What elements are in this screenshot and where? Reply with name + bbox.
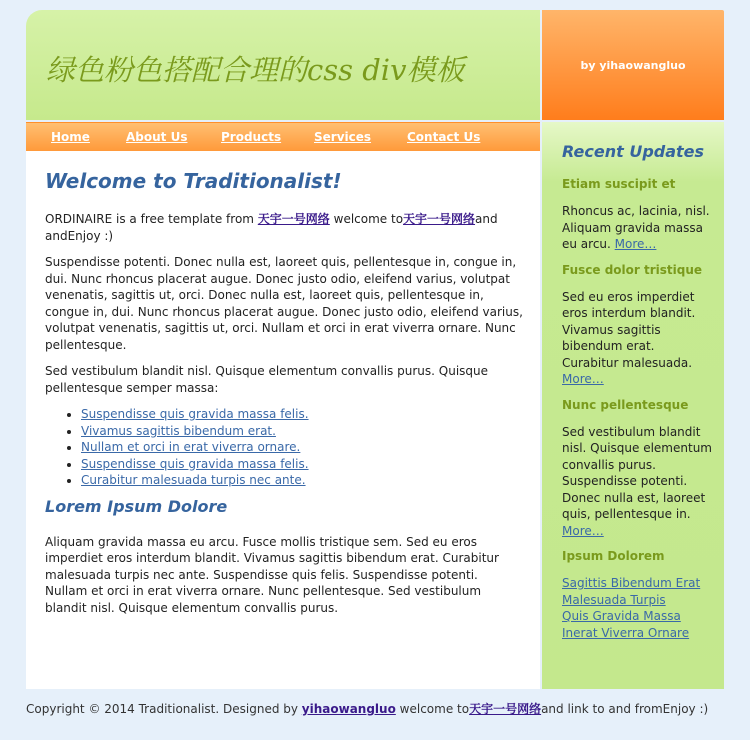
site-header (26, 10, 540, 120)
update-body: Rhoncus ac, lacinia, nisl. Aliquam gravida massa eu arcu. (562, 204, 710, 251)
update-body: Sed eu eros imperdiet eros interdum blandit. Vivamus sagittis bibendum erat. Curabitur malesuada. (562, 289, 696, 370)
sidebar-heading: Recent Updates (562, 142, 705, 161)
sidebar-links (562, 575, 712, 641)
update-title: Nunc pellentesque (562, 397, 689, 412)
update-title: Etiam suscipit et (562, 177, 676, 191)
sidebar-link[interactable]: Malesuada Turpis (562, 592, 666, 607)
list-item (81, 406, 523, 423)
main-content (26, 151, 540, 689)
author-banner (542, 10, 724, 120)
footer-text-1: Copyright © 2014 Traditionalist. Designed by (26, 702, 302, 716)
author-label: by yihaowangluo (580, 58, 686, 72)
sidebar (542, 122, 724, 689)
body-paragraph-1: Suspendisse potenti. Donec nulla est, laoreet quis, pellentesque in, congue in, dui. Nunc rhoncus placerat augue. Donec justo odio, eleifend varius, volutpat venenatis, sagittis ut, orci. Donec nulla est, laoreet quis, pellentesque in, congue in, dui. Nunc rhoncus placerat augue. Donec justo odio, eleifend varius, volutpat venenatis, sagittis ut, orci. Nullam et orci in erat viverra ornare. Nunc pellentesque. (45, 255, 523, 352)
update-text (562, 424, 712, 540)
links-title: Ipsum Dolorem (562, 549, 665, 563)
site-title: 绿色粉色搭配合理的css div模板 (46, 53, 465, 87)
list-link[interactable]: Suspendisse quis gravida massa felis. (81, 456, 309, 471)
body-paragraph-2: Sed vestibulum blandit nisl. Quisque elementum convallis purus. Quisque pellentesque semper massa: (45, 364, 489, 395)
more-link[interactable]: More… (562, 372, 604, 386)
footer (26, 700, 726, 717)
nav-services[interactable]: Services (314, 130, 372, 144)
sidebar-link[interactable]: Sagittis Bibendum Erat (562, 576, 701, 590)
list-link[interactable]: Suspendisse quis gravida massa felis. (81, 407, 309, 421)
list-item (81, 423, 523, 440)
nav-home[interactable]: Home (51, 130, 90, 144)
update-title: Fusce dolor tristique (562, 262, 703, 277)
nav-products[interactable]: Products (221, 130, 282, 144)
intro-link-2[interactable]: 天宇一号网络 (403, 212, 476, 226)
list-item (81, 472, 523, 489)
nav-about-us[interactable]: About Us (126, 130, 188, 144)
footer-text-3: and link to and fromEnjoy :) (541, 702, 709, 716)
intro-text-2: welcome to (329, 212, 404, 226)
update-text (562, 289, 712, 388)
list-link[interactable]: Nullam et orci in erat viverra ornare. (81, 440, 301, 454)
more-link[interactable]: More… (562, 523, 604, 538)
footer-designer-link[interactable]: yihaowangluo (301, 702, 396, 716)
intro-text-1: ORDINAIRE is a free template from (45, 212, 258, 226)
intro-paragraph (45, 211, 523, 244)
footer-site-link[interactable]: 天宇一号网络 (469, 702, 542, 716)
sidebar-link[interactable]: Inerat Viverra Ornare (562, 625, 690, 640)
list-link[interactable]: Vivamus sagittis bibendum erat. (81, 423, 276, 438)
list-item (81, 456, 523, 473)
footer-text-2: welcome to (395, 702, 470, 716)
feature-list (45, 406, 523, 489)
list-item (81, 439, 523, 456)
section-heading: Lorem Ipsum Dolore (45, 496, 228, 516)
intro-text-3: and andEnjoy :) (45, 212, 498, 243)
nav-contact-us[interactable]: Contact Us (407, 130, 481, 144)
list-link[interactable]: Curabitur malesuada turpis nec ante. (81, 473, 306, 487)
intro-link-1[interactable]: 天宇一号网络 (257, 212, 330, 226)
more-link[interactable]: More… (614, 237, 657, 251)
page-heading: Welcome to Traditionalist! (45, 169, 342, 193)
update-body: Sed vestibulum blandit nisl. Quisque elementum convallis purus. Suspendisse potenti. Donec nulla est, laoreet quis, pellentesque in. (562, 424, 712, 521)
main-nav (26, 122, 540, 151)
sidebar-link[interactable]: Quis Gravida Massa (562, 609, 681, 623)
update-text (562, 203, 712, 253)
body-paragraph-3: Aliquam gravida massa eu arcu. Fusce mollis tristique sem. Sed eu eros imperdiet eros interdum blandit. Vivamus sagittis bibendum erat. Curabitur malesuada turpis nec ante. Suspendisse quis felis. Suspendisse potenti. Nullam et orci in erat viverra ornare. Nunc pellentesque. Sed vestibulum blandit nisl. Quisque elementum convallis purus. (45, 534, 499, 615)
